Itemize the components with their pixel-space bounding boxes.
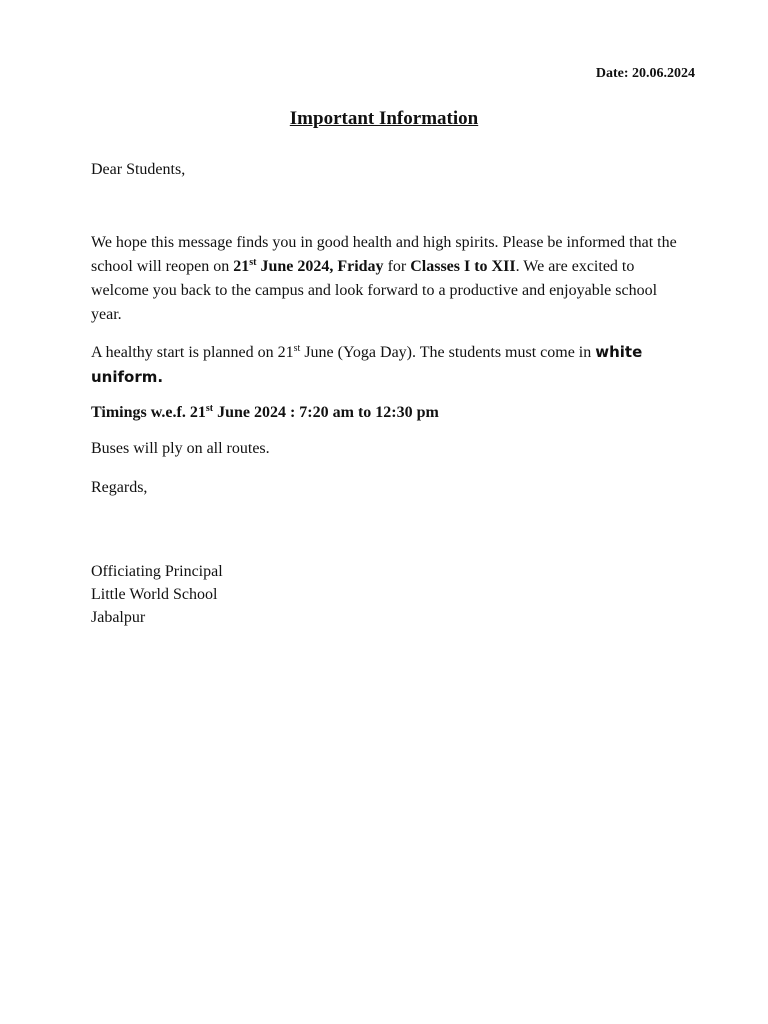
- reopen-date-day: 21: [233, 258, 250, 275]
- yoga-text-2: June (Yoga Day). The students must come in: [300, 344, 596, 361]
- paragraph-reopening: [91, 231, 691, 327]
- yoga-text-1: A healthy start is planned on 21: [91, 344, 294, 361]
- uniform-note: white uniform.: [91, 343, 643, 386]
- reopen-date: [233, 258, 383, 275]
- signature-school: Little World School: [91, 586, 218, 603]
- timings-line: [91, 401, 691, 425]
- timings-date-suffix: st: [205, 403, 214, 414]
- signature-block: [91, 560, 691, 629]
- yoga-date-suffix: st: [293, 343, 301, 354]
- greeting: Dear Students,: [91, 161, 186, 178]
- buses-note: Buses will ply on all routes.: [91, 440, 270, 457]
- reopen-date-rest: June 2024, Friday: [256, 258, 384, 275]
- reopen-text-2: for: [383, 258, 411, 275]
- reopen-text-1: We hope this message finds you in good health and high spirits. Please be informed that the school will reopen on: [91, 234, 677, 275]
- notice-date: Date: 20.06.2024: [595, 66, 695, 81]
- paragraph-yoga-day: [91, 340, 691, 390]
- notice-title: Important Information: [289, 108, 479, 129]
- reopen-date-suffix: st: [249, 257, 257, 268]
- timings-text-1: Timings w.e.f. 21: [91, 404, 206, 421]
- regards: Regards,: [91, 479, 148, 496]
- reopen-classes: Classes I to XII: [410, 258, 516, 275]
- signature-role: Officiating Principal: [91, 563, 223, 580]
- signature-city: Jabalpur: [91, 609, 146, 626]
- timings-text-2: June 2024 : 7:20 am to 12:30 pm: [213, 404, 439, 421]
- reopen-text-3: . We are excited to welcome you back to the campus and look forward to a productive and enjoyable school year.: [91, 258, 658, 323]
